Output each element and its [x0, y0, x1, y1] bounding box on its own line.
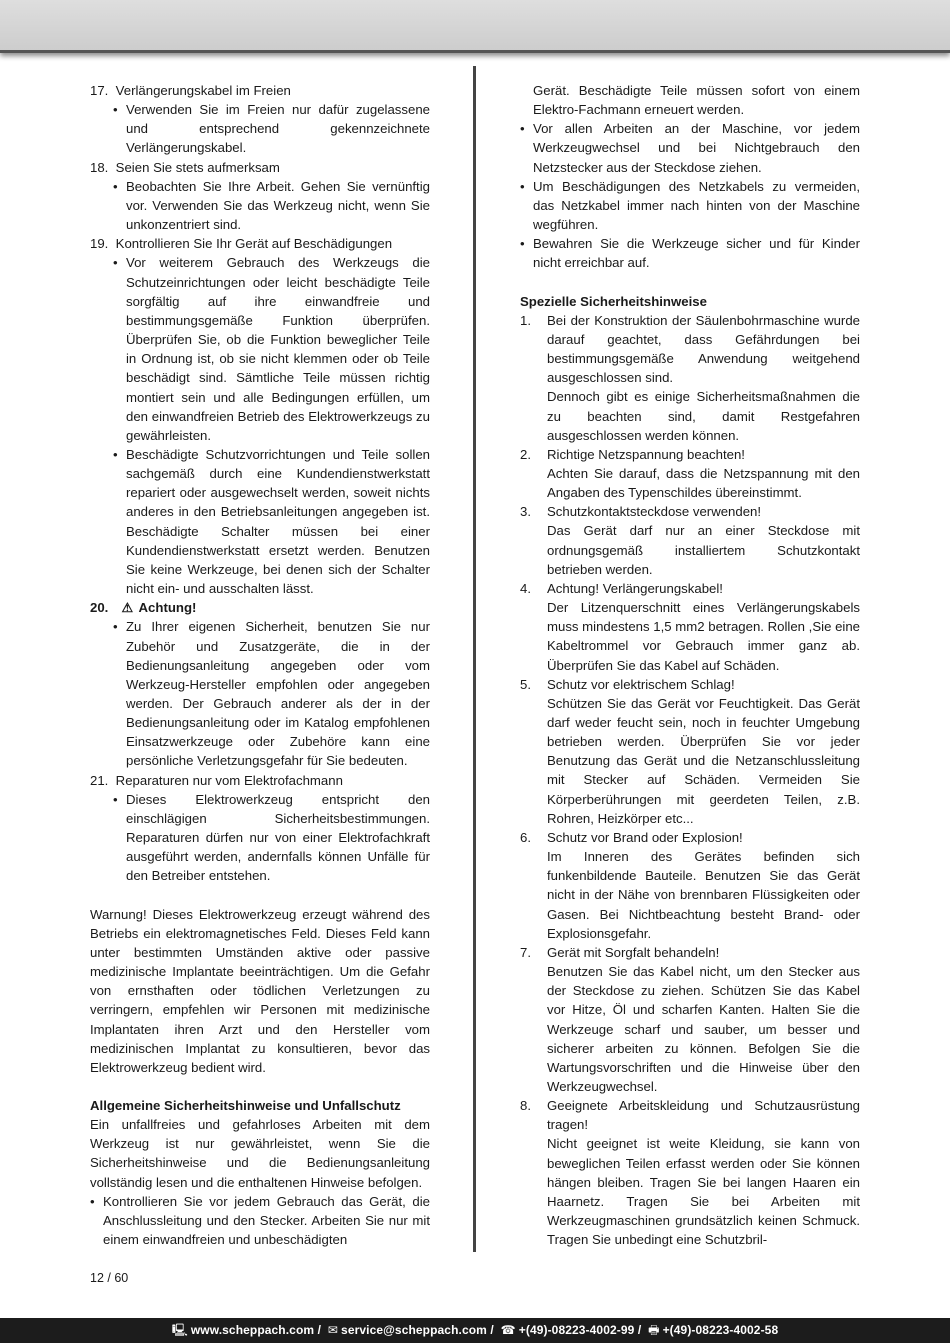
warning-paragraph: Warnung! Dieses Elektrowerkzeug erzeugt während des Betriebs ein elektromagnetisches Feld. Dieses Feld kann unter bestimmten Umständen aktive oder passive medizinische Implantate beeinträchtigen. Um die Gefahr von ernsthaften oder tödlichen Verletzungen zu verringern, empfehlen wir Personen mit medizinische Implantaten ihren Arzt und den Hersteller vom medizinischen Implantat zu konsultieren, bevor das Elektrowerkzeug bedient wird. — [90, 906, 430, 1075]
phone-icon: ☎ — [500, 1323, 516, 1337]
list-item — [520, 579, 860, 675]
footer-phone: +(49)-08223-4002-99 / — [518, 1323, 642, 1337]
list-item-17 — [90, 81, 430, 158]
bullet-icon: • — [113, 178, 118, 194]
top-header-bar — [0, 0, 950, 53]
warning-triangle-icon: ⚠ — [121, 600, 134, 616]
item-title: Schutz vor Brand oder Explosion! — [547, 829, 743, 845]
item-text: Achten Sie darauf, dass die Netzspannung mit den Angaben des Typenschildes übereinstimmt. — [547, 465, 860, 501]
item-text: Nicht geeignet ist weite Kleidung, sie kann von beweglichen Teilen erfasst werden oder Sie können hängen bleiben. Tragen Sie bei langen Haaren ein Haarnetz. Tragen Sie bei Arbeiten mit Werkzeugmaschinen grundsätzlich keinen Schmuck. Tragen Sie unbedingt eine Schutzbril- — [547, 1136, 860, 1248]
section-heading: Allgemeine Sicherheitshinweise und Unfallschutz — [90, 1097, 401, 1113]
bullet-icon: • — [113, 446, 118, 462]
list-item — [520, 828, 860, 943]
list-item-19 — [90, 234, 430, 598]
bullet-icon: • — [520, 178, 525, 194]
item-text: Zu Ihrer eigenen Sicherheit, benutzen Sie nur Zubehör und Zusatzgeräte, die in der Bedienungsanleitung angegeben oder vom Werkzeug-Hersteller empfohlen oder angegeben werden. Der Gebrauch anderer als der in der Bedienungsanleitung oder im Katalog empfohlenen Einsatzwerkzeuge oder Zubehöre kann eine persönliche Verletzungsgefahr für Sie bedeuten. — [126, 619, 430, 769]
general-paragraph: Ein unfallfreies und gefahrloses Arbeiten mit dem Werkzeug ist nur gewährleistet, wenn Sie die Sicherheitshinweise und die Bedienungsanleitung vollständig lesen und die enthaltenen Hinweise befolgen. — [90, 1117, 430, 1190]
item-number: 20. — [90, 600, 109, 616]
list-item — [520, 311, 860, 445]
item-text: Dieses Elektrowerkzeug entspricht den einschlägigen Sicherheitsbestimmungen. Reparaturen dürfen nur von einer Elektrofachkraft ausgeführt werden, andernfalls können Unfälle für den Betreiber entstehen. — [126, 791, 430, 884]
bullet-icon: • — [520, 236, 525, 252]
left-column — [90, 81, 430, 1249]
item-number: 6. — [520, 829, 531, 845]
item-text: Der Litzenquerschnitt eines Verlängerungskabels muss mindestens 1,5 mm2 betragen. Rollen ,Sie eine Kabeltrommel vor Gebrauch immer ganz ab. Überprüfen Sie das Kabel auf Schäden. — [547, 600, 860, 673]
item-number: 8. — [520, 1098, 531, 1114]
email-icon: ✉ — [327, 1323, 339, 1337]
list-item — [520, 1096, 860, 1249]
item-number: 2. — [520, 446, 531, 462]
item-title: Verlängerungskabel im Freien — [115, 83, 291, 98]
list-item-20 — [90, 598, 430, 770]
list-item — [520, 943, 860, 1096]
item-number: 7. — [520, 944, 531, 960]
item-title: Geeignete Arbeitskleidung und Schutzausrüstung tragen! — [547, 1098, 860, 1133]
continuation-text: Gerät. Beschädigte Teile müssen sofort von einem Elektro-Fachmann erneuert werden. — [533, 83, 860, 118]
page-number: 12 / 60 — [90, 1271, 129, 1285]
item-title: Kontrollieren Sie Ihr Gerät auf Beschädigungen — [115, 236, 393, 252]
item-text: Beobachten Sie Ihre Arbeit. Gehen Sie vernünftig vor. Verwenden Sie das Werkzeug nicht, wenn Sie unkonzentriert sind. — [126, 178, 430, 233]
item-text: Benutzen Sie das Kabel nicht, um den Stecker aus der Steckdose zu ziehen. Schützen Sie das Kabel vor Hitze, Öl und scharfen Kanten. Halten Sie die Werkzeuge scharf und sauber, um besser und sicherer arbeiten zu können. Befolgen Sie die Wartungsvorschriften und die Hinweise über den Werkzeugwechsel. — [547, 964, 860, 1094]
item-text: Dennoch gibt es einige Sicherheitsmaßnahmen die zu beachten sind, damit Restgefahren ausgeschlossen werden können. — [547, 389, 860, 443]
item-title: Reparaturen nur vom Elektrofachmann — [115, 772, 343, 788]
footer-bar — [0, 1318, 950, 1343]
item-title: Gerät mit Sorgfalt behandeln! — [547, 944, 720, 960]
fax-icon: 🖶 — [648, 1323, 660, 1337]
item-title: Seien Sie stets aufmerksam — [115, 159, 280, 175]
bullet-icon: • — [113, 102, 118, 118]
list-item-18 — [90, 158, 430, 235]
column-divider — [473, 66, 476, 1252]
item-title: Achtung! Verlängerungskabel! — [547, 580, 723, 596]
bullet-icon: • — [113, 255, 118, 271]
item-number: 17. — [90, 83, 109, 98]
item-text: Kontrollieren Sie vor jedem Gebrauch das Gerät, die Anschlussleitung und den Stecker. Arbeiten Sie nur mit einem einwandfreien und unbeschädigten — [103, 1193, 430, 1248]
item-text: Schützen Sie das Gerät vor Feuchtigkeit. Das Gerät darf weder feucht sein, noch in feuchter Umgebung betrieben werden. Überprüfen Sie vor jeder Benutzung das Gerät und die Netzanschlussleitung mit Stecker auf Schäden. Vermeiden Sie Körperberührungen mit geerdeten Teilen, z.B. Rohren, Heizkörper etc... — [547, 695, 860, 826]
item-title: Schutzkontaktsteckdose verwenden! — [547, 504, 762, 520]
computer-icon: 🖳 — [171, 1323, 188, 1337]
right-column — [520, 81, 860, 1249]
bullet-icon: • — [113, 619, 118, 635]
item-number: 1. — [520, 312, 531, 328]
footer-fax: +(49)-08223-4002-58 — [662, 1323, 779, 1337]
item-number: 4. — [520, 580, 531, 596]
item-text: Das Gerät darf nur an einer Steckdose mit ordnungsgemäß installiertem Schutzkontakt betrieben werden. — [547, 523, 860, 577]
item-number: 5. — [520, 676, 531, 692]
item-number: 18. — [90, 159, 109, 175]
item-title: Achtung! — [138, 600, 197, 616]
bullet-icon: • — [90, 1193, 95, 1209]
footer-email-link[interactable]: service@scheppach.com / — [341, 1323, 494, 1337]
item-text: Bewahren Sie die Werkzeuge sicher und für Kinder nicht erreichbar auf. — [533, 236, 860, 271]
item-number: 3. — [520, 504, 531, 520]
bullet-icon: • — [113, 791, 118, 807]
item-text: Im Inneren des Gerätes befinden sich funkenbildende Bauteile. Benutzen Sie das Gerät nicht in der Nähe von brennbaren Flüssigkeiten oder Gasen. Bei Nichtbeachtung besteht Brand- oder Explosionsgefahr. — [547, 849, 860, 941]
item-text: Verwenden Sie im Freien nur dafür zugelassene und entsprechend gekennzeichnete Verlängerungskabel. — [126, 102, 430, 156]
item-text: Vor allen Arbeiten an der Maschine, vor jedem Werkzeugwechsel und bei Nichtgebrauch den Netzstecker aus der Steckdose ziehen. — [533, 121, 860, 175]
item-number: 21. — [90, 772, 109, 788]
item-text: Um Beschädigungen des Netzkabels zu vermeiden, das Netzkabel immer nach hinten von der Maschine wegführen. — [533, 178, 860, 233]
item-title: Bei der Konstruktion der Säulenbohrmaschine wurde darauf geachtet, dass Gefährdungen bei bestimmungsgemäße Anwendung weitgehend ausgeschlossen sind. — [547, 312, 860, 386]
item-text: Vor weiterem Gebrauch des Werkzeugs die Schutzeinrichtungen oder leicht beschädigte Teile sorgfältig auf ihre einwandfreie und bestimmungsgemäße Funktion überprüfen. Überprüfen Sie, ob die Funktion beweglicher Teile in Ordnung ist, ob sie nicht klemmen oder ob Teile beschädigt sind. Sämtliche Teile müssen richtig montiert sein und alle Bedingungen erfüllen, um den einwandfreien Betrieb des Elektrowerkzeugs zu gewährleisten. — [126, 255, 430, 443]
list-item — [520, 502, 860, 579]
bullet-icon: • — [520, 121, 525, 137]
item-number: 19. — [90, 236, 109, 252]
footer-website-link[interactable]: www.scheppach.com / — [190, 1323, 322, 1337]
item-title: Schutz vor elektrischem Schlag! — [547, 676, 735, 692]
list-item — [520, 445, 860, 502]
section-heading: Spezielle Sicherheitshinweise — [520, 293, 707, 309]
item-text: Beschädigte Schutzvorrichtungen und Teile sollen sachgemäß durch eine Kundendienstwerkstatt repariert oder ausgewechselt werden, soweit nichts anderes in den Betriebsanleitungen angegeben ist. Beschädigte Schalter müssen bei einer Kundendienstwerkstatt ersetzt werden. Benutzen Sie keine Werkzeuge, bei denen sich der Schalter nicht ein- und ausschalten lässt. — [126, 446, 430, 597]
item-title: Richtige Netzspannung beachten! — [547, 446, 745, 462]
list-item — [520, 675, 860, 828]
list-item-21 — [90, 771, 430, 886]
